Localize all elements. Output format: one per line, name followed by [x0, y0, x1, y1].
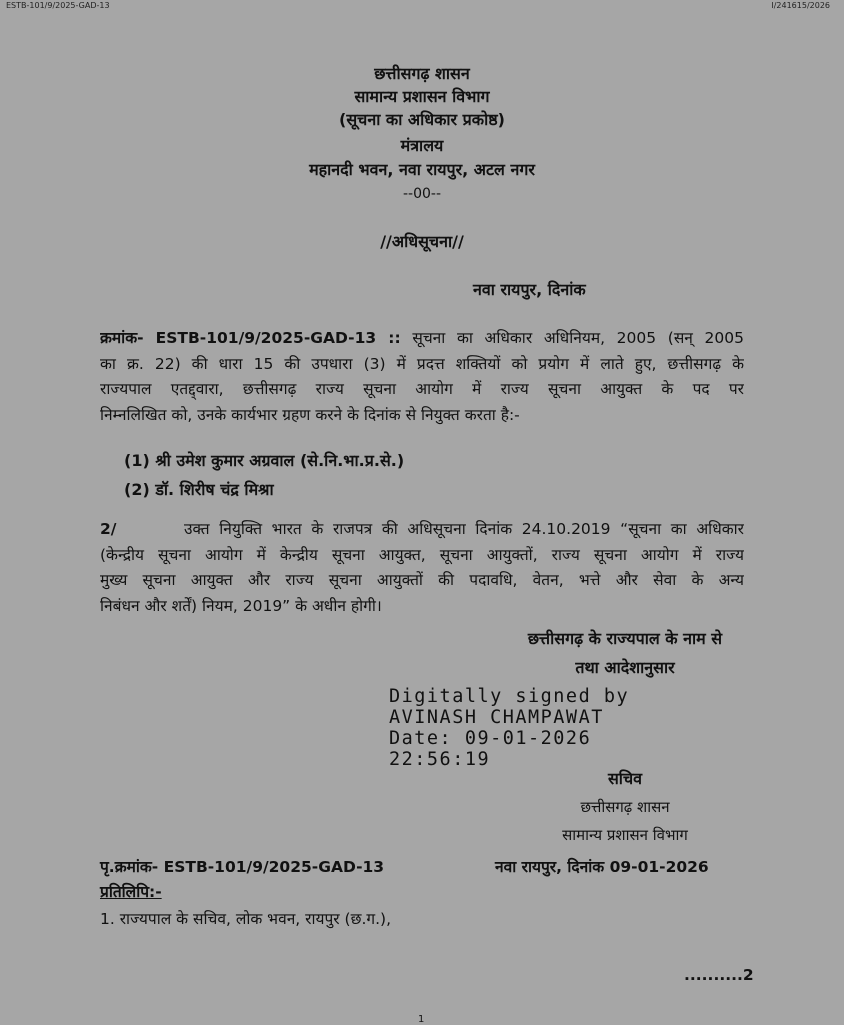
page-number: 1 — [418, 1014, 425, 1025]
order-reference: क्रमांक- ESTB-101/9/2025-GAD-13 :: — [100, 329, 401, 347]
designation-title: सचिव — [607, 769, 643, 788]
governor-order-line-2: तथा आदेशानुसार — [575, 658, 675, 677]
paragraph-1-line-4: निम्नलिखित को, उनके कार्यभार ग्रहण करने के दिनांक से नियुक्त करता है:- — [100, 405, 520, 424]
appointee-2: (2) डॉ. शिरीष चंद्र मिश्रा — [124, 480, 274, 499]
header-address: महानदी भवन, नवा रायपुर, अटल नगर — [309, 160, 535, 179]
paragraph-2-line-1: 2/ उक्त नियुक्ति भारत के राजपत्र की अधिसूचना दिनांक 24.10.2019 “सूचना का अधिकार — [100, 520, 744, 538]
paragraph-1-line-2: का क्र. 22) की धारा 15 की उपधारा (3) में प्रदत्त शक्तियों को प्रयोग में लाते हुए, छत्तीसगढ़ के — [100, 354, 744, 373]
paragraph-1-line-3: राज्यपाल एतद्द्वारा, छत्तीसगढ़ राज्य सूचना आयोग में राज्य सूचना आयुक्त के पद पर — [100, 380, 744, 398]
header-ministry: मंत्रालय — [400, 136, 444, 155]
copy-item-1: 1. राज्यपाल के सचिव, लोक भवन, रायपुर (छ.ग.), — [100, 910, 392, 928]
signature-date: Date: 09-01-2026 — [389, 728, 592, 749]
appointee-1: (1) श्री उमेश कुमार अग्रवाल (से.नि.भा.प्र.से.) — [124, 451, 405, 470]
copy-heading: प्रतिलिपि:- — [100, 883, 162, 901]
header-cell: (सूचना का अधिकार प्रकोष्ठ) — [339, 110, 505, 129]
paragraph-2 — [100, 517, 744, 619]
continuation-marker: ..........2 — [684, 966, 754, 984]
designation-department: सामान्य प्रशासन विभाग — [562, 826, 688, 844]
governor-order-block — [460, 624, 790, 682]
header-government: छत्तीसगढ़ शासन — [374, 64, 470, 83]
signature-name: AVINASH CHAMPAWAT — [389, 707, 604, 728]
header-separator: --00-- — [402, 186, 442, 202]
appointee-list — [124, 446, 404, 504]
paragraph-1 — [100, 326, 744, 428]
designation-government: छत्तीसगढ़ शासन — [580, 798, 670, 816]
document-top-bar — [0, 0, 844, 14]
endorsement-reference: पृ.क्रमांक- ESTB-101/9/2025-GAD-13 — [100, 858, 385, 876]
place-date: नवा रायपुर, दिनांक — [473, 280, 586, 299]
paragraph-2-line-3: मुख्य सूचना आयुक्त और राज्य सूचना आयुक्तों की पदावधि, वेतन, भत्ते और सेवा के अन्य — [100, 571, 744, 589]
governor-order-line-1: छत्तीसगढ़ के राज्यपाल के नाम से — [527, 629, 723, 648]
paragraph-2-line-2: (केन्द्रीय सूचना आयोग में केन्द्रीय सूचना आयुक्त, सूचना आयुक्तों, राज्य सूचना आयोग में राज्य — [100, 545, 744, 564]
signatory-designation — [460, 765, 790, 849]
file-reference-top-right: I/241615/2026 — [771, 1, 830, 10]
signature-line-1: Digitally signed by — [389, 686, 630, 707]
endorsement-place-date: नवा रायपुर, दिनांक 09-01-2026 — [495, 858, 709, 876]
signature-time: 22:56:19 — [389, 749, 491, 770]
file-reference-top-left: ESTB-101/9/2025-GAD-13 — [6, 1, 110, 10]
paragraph-2-number: 2/ — [100, 520, 117, 538]
digital-signature — [389, 686, 629, 770]
notice-title: //अधिसूचना// — [380, 232, 464, 251]
header-department: सामान्य प्रशासन विभाग — [354, 87, 490, 106]
paragraph-2-line-4: निबंधन और शर्तें) नियम, 2019” के अधीन होगी। — [100, 596, 382, 615]
paragraph-1-line-1: क्रमांक- ESTB-101/9/2025-GAD-13 :: सूचना का अधिकार अधिनियम, 2005 (सन् 2005 — [100, 329, 744, 347]
